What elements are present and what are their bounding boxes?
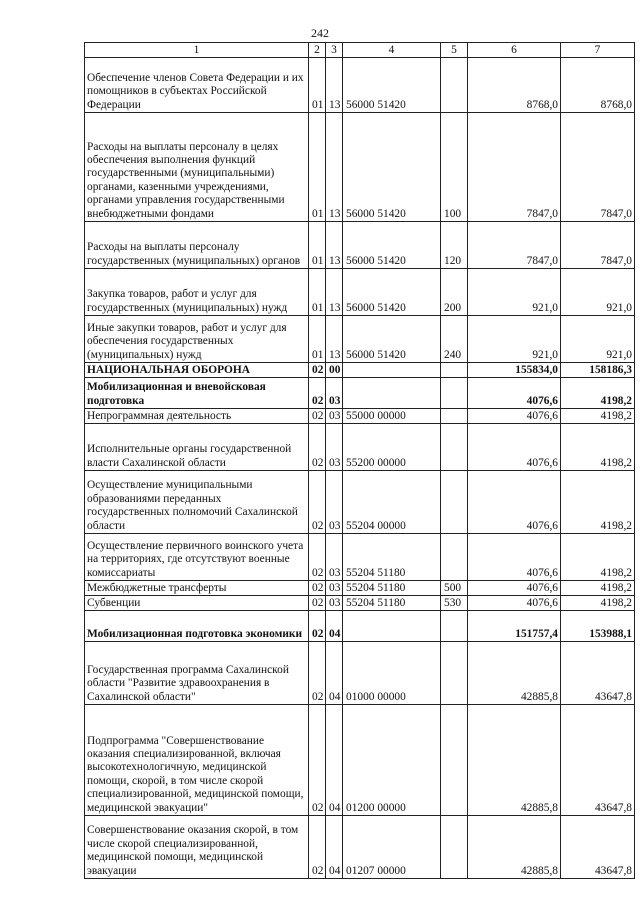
row-target-article: 56000 51420 xyxy=(343,316,441,363)
row-subsection: 00 xyxy=(326,363,343,378)
column-header: 1 xyxy=(85,43,309,58)
row-section: 02 xyxy=(309,534,326,581)
column-header: 6 xyxy=(468,43,561,58)
row-target-article: 55204 51180 xyxy=(343,596,441,611)
row-target-article xyxy=(343,363,441,378)
row-target-article: 55204 51180 xyxy=(343,534,441,581)
row-amount-year1: 921,0 xyxy=(468,269,561,316)
table-row xyxy=(85,269,635,316)
table-row xyxy=(85,611,635,642)
row-section: 01 xyxy=(309,269,326,316)
row-subsection: 03 xyxy=(326,378,343,409)
row-target-article xyxy=(343,611,441,642)
table-row xyxy=(85,642,635,705)
row-amount-year2: 4198,2 xyxy=(561,534,635,581)
row-expense-type: 100 xyxy=(441,113,468,222)
table-row xyxy=(85,409,635,424)
row-amount-year1: 4076,6 xyxy=(468,596,561,611)
row-name: Государственная программа Сахалинской области "Развитие здравоохранения в Сахалинской области" xyxy=(85,642,309,705)
budget-table xyxy=(84,42,635,879)
row-section: 02 xyxy=(309,409,326,424)
row-name: Непрограммная деятельность xyxy=(85,409,309,424)
row-amount-year2: 4198,2 xyxy=(561,581,635,596)
page-number: 242 xyxy=(311,26,329,40)
row-amount-year2: 158186,3 xyxy=(561,363,635,378)
row-subsection: 04 xyxy=(326,816,343,879)
row-section: 02 xyxy=(309,363,326,378)
row-amount-year1: 4076,6 xyxy=(468,424,561,471)
row-expense-type xyxy=(441,471,468,534)
table-row xyxy=(85,816,635,879)
table-row xyxy=(85,471,635,534)
row-subsection: 04 xyxy=(326,705,343,816)
row-name: Закупка товаров, работ и услуг для государственных (муниципальных) нужд xyxy=(85,269,309,316)
table-row xyxy=(85,58,635,113)
row-amount-year2: 4198,2 xyxy=(561,596,635,611)
row-amount-year1: 921,0 xyxy=(468,316,561,363)
row-name: Осуществление муниципальными образованиями переданных государственных полномочий Сахалинской области xyxy=(85,471,309,534)
row-section: 02 xyxy=(309,424,326,471)
row-expense-type xyxy=(441,534,468,581)
row-amount-year1: 151757,4 xyxy=(468,611,561,642)
row-subsection: 13 xyxy=(326,58,343,113)
table-row xyxy=(85,316,635,363)
column-header: 2 xyxy=(309,43,326,58)
row-section: 02 xyxy=(309,581,326,596)
row-target-article: 01000 00000 xyxy=(343,642,441,705)
row-subsection: 03 xyxy=(326,471,343,534)
row-name: Иные закупки товаров, работ и услуг для обеспечения государственных (муниципальных) нужд xyxy=(85,316,309,363)
column-header: 4 xyxy=(343,43,441,58)
row-name: Совершенствование оказания скорой, в том числе скорой специализированной, медицинской помощи, медицинской эвакуации xyxy=(85,816,309,879)
row-subsection: 03 xyxy=(326,596,343,611)
row-amount-year1: 4076,6 xyxy=(468,378,561,409)
row-section: 01 xyxy=(309,316,326,363)
row-expense-type: 240 xyxy=(441,316,468,363)
row-amount-year2: 43647,8 xyxy=(561,816,635,879)
row-target-article: 56000 51420 xyxy=(343,222,441,269)
row-target-article: 01207 00000 xyxy=(343,816,441,879)
row-section: 02 xyxy=(309,611,326,642)
header-row xyxy=(85,43,635,58)
row-amount-year1: 4076,6 xyxy=(468,581,561,596)
row-amount-year2: 4198,2 xyxy=(561,378,635,409)
row-subsection: 04 xyxy=(326,642,343,705)
row-amount-year1: 4076,6 xyxy=(468,471,561,534)
table-row xyxy=(85,222,635,269)
row-target-article: 55204 00000 xyxy=(343,471,441,534)
table-row xyxy=(85,378,635,409)
row-expense-type xyxy=(441,642,468,705)
row-amount-year1: 8768,0 xyxy=(468,58,561,113)
row-name: Мобилизационная подготовка экономики xyxy=(85,611,309,642)
row-target-article: 56000 51420 xyxy=(343,113,441,222)
row-subsection: 13 xyxy=(326,222,343,269)
row-amount-year2: 43647,8 xyxy=(561,705,635,816)
row-amount-year2: 4198,2 xyxy=(561,424,635,471)
row-target-article: 55200 00000 xyxy=(343,424,441,471)
row-subsection: 13 xyxy=(326,316,343,363)
row-subsection: 03 xyxy=(326,409,343,424)
table-row xyxy=(85,363,635,378)
row-section: 02 xyxy=(309,705,326,816)
row-expense-type xyxy=(441,424,468,471)
row-subsection: 04 xyxy=(326,611,343,642)
row-target-article: 55204 51180 xyxy=(343,581,441,596)
row-expense-type xyxy=(441,705,468,816)
table-row xyxy=(85,596,635,611)
row-section: 02 xyxy=(309,378,326,409)
column-header: 3 xyxy=(326,43,343,58)
row-section: 02 xyxy=(309,596,326,611)
row-name: Межбюджетные трансферты xyxy=(85,581,309,596)
row-expense-type: 200 xyxy=(441,269,468,316)
row-section: 02 xyxy=(309,471,326,534)
row-amount-year1: 4076,6 xyxy=(468,534,561,581)
row-expense-type: 530 xyxy=(441,596,468,611)
table-row xyxy=(85,534,635,581)
row-amount-year2: 153988,1 xyxy=(561,611,635,642)
row-expense-type: 120 xyxy=(441,222,468,269)
row-subsection: 03 xyxy=(326,424,343,471)
row-subsection: 13 xyxy=(326,269,343,316)
row-expense-type xyxy=(441,409,468,424)
row-expense-type xyxy=(441,363,468,378)
row-amount-year1: 7847,0 xyxy=(468,222,561,269)
row-target-article: 56000 51420 xyxy=(343,269,441,316)
row-amount-year2: 7847,0 xyxy=(561,113,635,222)
row-subsection: 13 xyxy=(326,113,343,222)
row-section: 01 xyxy=(309,58,326,113)
row-target-article xyxy=(343,378,441,409)
row-name: Подпрограмма "Совершенствование оказания специализированной, включая высокотехнологичную, медицинской помощи, скорой, в том числе скорой специализированной, медицинской помощи, медицинской эвакуации" xyxy=(85,705,309,816)
column-header: 7 xyxy=(561,43,635,58)
row-expense-type xyxy=(441,816,468,879)
row-amount-year2: 4198,2 xyxy=(561,409,635,424)
row-amount-year2: 4198,2 xyxy=(561,471,635,534)
row-target-article: 01200 00000 xyxy=(343,705,441,816)
row-amount-year2: 921,0 xyxy=(561,269,635,316)
row-amount-year1: 7847,0 xyxy=(468,113,561,222)
table-row xyxy=(85,424,635,471)
row-amount-year1: 42885,8 xyxy=(468,642,561,705)
row-amount-year1: 4076,6 xyxy=(468,409,561,424)
row-amount-year1: 155834,0 xyxy=(468,363,561,378)
row-target-article: 55000 00000 xyxy=(343,409,441,424)
row-name: Расходы на выплаты персоналу государственных (муниципальных) органов xyxy=(85,222,309,269)
row-name: Субвенции xyxy=(85,596,309,611)
row-expense-type xyxy=(441,58,468,113)
row-expense-type xyxy=(441,378,468,409)
row-expense-type xyxy=(441,611,468,642)
row-name: Мобилизационная и вневойсковая подготовка xyxy=(85,378,309,409)
row-section: 02 xyxy=(309,642,326,705)
row-amount-year2: 43647,8 xyxy=(561,642,635,705)
row-subsection: 03 xyxy=(326,581,343,596)
row-amount-year2: 8768,0 xyxy=(561,58,635,113)
row-expense-type: 500 xyxy=(441,581,468,596)
table-row xyxy=(85,705,635,816)
row-section: 01 xyxy=(309,113,326,222)
row-name: Обеспечение членов Совета Федерации и их помощников в субъектах Российской Федерации xyxy=(85,58,309,113)
row-section: 01 xyxy=(309,222,326,269)
column-header: 5 xyxy=(441,43,468,58)
row-name: Исполнительные органы государственной власти Сахалинской области xyxy=(85,424,309,471)
row-amount-year1: 42885,8 xyxy=(468,705,561,816)
row-subsection: 03 xyxy=(326,534,343,581)
row-section: 02 xyxy=(309,816,326,879)
row-name: Осуществление первичного воинского учета на территориях, где отсутствуют военные комиссариаты xyxy=(85,534,309,581)
row-name: Расходы на выплаты персоналу в целях обеспечения выполнения функций государственными (муниципальными) органами, казенными учреждениями, органами управления государственными внебюджетными фондами xyxy=(85,113,309,222)
table-row xyxy=(85,113,635,222)
row-amount-year2: 7847,0 xyxy=(561,222,635,269)
row-target-article: 56000 51420 xyxy=(343,58,441,113)
row-name: НАЦИОНАЛЬНАЯ ОБОРОНА xyxy=(85,363,309,378)
row-amount-year1: 42885,8 xyxy=(468,816,561,879)
row-amount-year2: 921,0 xyxy=(561,316,635,363)
table-row xyxy=(85,581,635,596)
